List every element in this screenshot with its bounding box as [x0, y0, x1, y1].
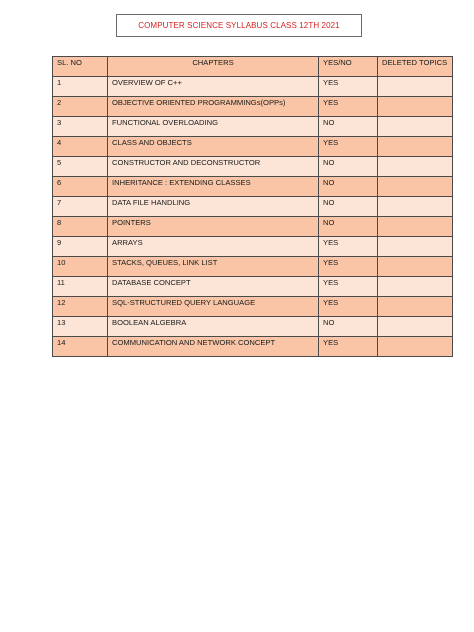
row-sl-no: 3 [53, 117, 108, 137]
row-chapter: DATA FILE HANDLING [108, 197, 319, 217]
row-sl-no: 6 [53, 177, 108, 197]
row-status: NO [319, 317, 378, 337]
table-row [53, 257, 453, 277]
row-sl-no: 5 [53, 157, 108, 177]
row-deleted-topics [378, 157, 453, 177]
row-status: YES [319, 257, 378, 277]
row-chapter: CLASS AND OBJECTS [108, 137, 319, 157]
table-row [53, 197, 453, 217]
table-row [53, 77, 453, 97]
row-status: YES [319, 237, 378, 257]
syllabus-table [52, 56, 453, 357]
row-chapter: FUNCTIONAL OVERLOADING [108, 117, 319, 137]
row-status: YES [319, 97, 378, 117]
row-chapter: COMMUNICATION AND NETWORK CONCEPT [108, 337, 319, 357]
row-deleted-topics [378, 177, 453, 197]
row-deleted-topics [378, 77, 453, 97]
row-deleted-topics [378, 257, 453, 277]
header-yes-no: YES/NO [319, 57, 378, 77]
title-box [116, 14, 362, 37]
row-deleted-topics [378, 97, 453, 117]
row-chapter: OVERVIEW OF C++ [108, 77, 319, 97]
row-sl-no: 9 [53, 237, 108, 257]
row-chapter: DATABASE CONCEPT [108, 277, 319, 297]
row-sl-no: 7 [53, 197, 108, 217]
row-deleted-topics [378, 237, 453, 257]
row-deleted-topics [378, 137, 453, 157]
table-row [53, 217, 453, 237]
row-chapter: OBJECTIVE ORIENTED PROGRAMMINGs(OPPs) [108, 97, 319, 117]
row-chapter: SQL-STRUCTURED QUERY LANGUAGE [108, 297, 319, 317]
row-status: YES [319, 337, 378, 357]
row-chapter: CONSTRUCTOR AND DECONSTRUCTOR [108, 157, 319, 177]
row-chapter: STACKS, QUEUES, LINK LIST [108, 257, 319, 277]
row-status: NO [319, 217, 378, 237]
row-deleted-topics [378, 277, 453, 297]
row-sl-no: 13 [53, 317, 108, 337]
row-chapter: POINTERS [108, 217, 319, 237]
row-status: YES [319, 297, 378, 317]
row-deleted-topics [378, 217, 453, 237]
table-row [53, 137, 453, 157]
table-row [53, 297, 453, 317]
row-status: YES [319, 77, 378, 97]
row-deleted-topics [378, 117, 453, 137]
header-chapters: CHAPTERS [108, 57, 319, 77]
table-row [53, 337, 453, 357]
row-sl-no: 12 [53, 297, 108, 317]
row-sl-no: 10 [53, 257, 108, 277]
row-deleted-topics [378, 197, 453, 217]
row-sl-no: 8 [53, 217, 108, 237]
row-sl-no: 1 [53, 77, 108, 97]
row-deleted-topics [378, 297, 453, 317]
table-row [53, 117, 453, 137]
row-status: NO [319, 117, 378, 137]
row-chapter: ARRAYS [108, 237, 319, 257]
table-row [53, 97, 453, 117]
table-row [53, 237, 453, 257]
row-chapter: BOOLEAN ALGEBRA [108, 317, 319, 337]
row-status: NO [319, 177, 378, 197]
row-status: NO [319, 197, 378, 217]
row-sl-no: 4 [53, 137, 108, 157]
row-status: YES [319, 277, 378, 297]
row-sl-no: 2 [53, 97, 108, 117]
header-deleted-topics: DELETED TOPICS [378, 57, 453, 77]
table-row [53, 277, 453, 297]
page-title: COMPUTER SCIENCE SYLLABUS CLASS 12TH 2021 [138, 21, 340, 30]
row-sl-no: 14 [53, 337, 108, 357]
header-sl-no: SL. NO [53, 57, 108, 77]
table-row [53, 317, 453, 337]
row-status: YES [319, 137, 378, 157]
table-header-row [53, 57, 453, 77]
row-sl-no: 11 [53, 277, 108, 297]
table-row [53, 157, 453, 177]
row-chapter: INHERITANCE : EXTENDING CLASSES [108, 177, 319, 197]
row-deleted-topics [378, 337, 453, 357]
row-status: NO [319, 157, 378, 177]
row-deleted-topics [378, 317, 453, 337]
table-row [53, 177, 453, 197]
